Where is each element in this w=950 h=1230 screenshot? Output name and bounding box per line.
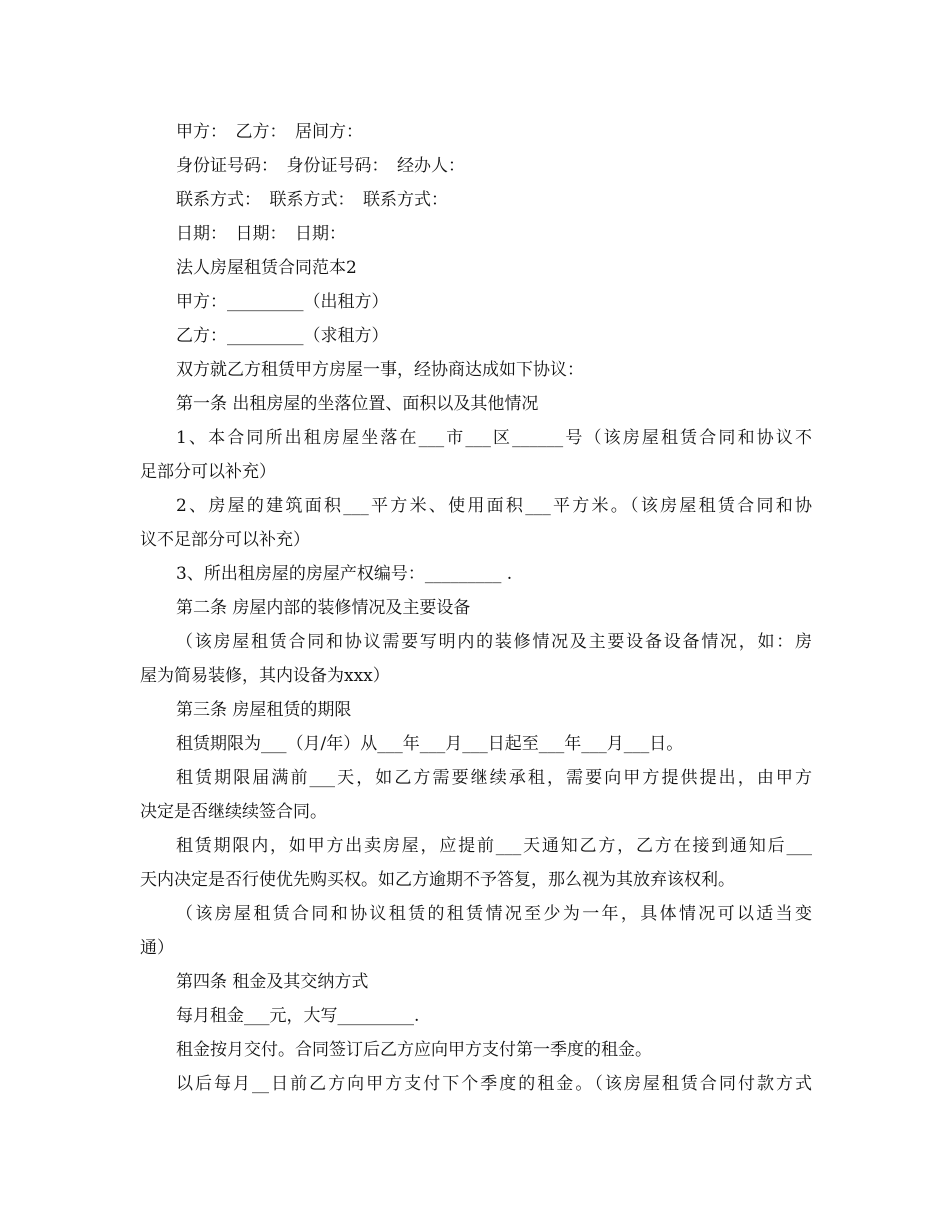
paragraph-line: 租金按月交付。合同签订后乙方应向甲方支付第一季度的租金。 <box>176 1040 652 1060</box>
paragraph-line: （该房屋租赁合同和协议租赁的租赁情况至少为一年，具体情况可以适当变 <box>176 904 812 924</box>
article-4-heading: 第四条 租金及其交纳方式 <box>176 972 369 992</box>
paragraph-line: 天内决定是否行使优先购买权。如乙方逾期不予答复，那么视为其放弃该权利。 <box>140 870 735 890</box>
paragraph-line: 2、房屋的建筑面积___平方米、使用面积___平方米。（该房屋租赁合同和协 <box>176 496 812 516</box>
document-body <box>140 115 812 1101</box>
paragraph-line: 租赁期限届满前___天，如乙方需要继续承租，需要向甲方提供提出，由甲方 <box>176 768 812 788</box>
paragraph-line: 通） <box>140 938 174 958</box>
paragraph-line: 以后每月__日前乙方向甲方支付下个季度的租金。（该房屋租赁合同付款方式 <box>176 1074 812 1094</box>
article-2-heading: 第二条 房屋内部的装修情况及主要设备 <box>176 598 471 618</box>
paragraph-line: 每月租金___元，大写_________. <box>176 1006 420 1026</box>
signature-parties-line: 甲方： 乙方： 居间方： <box>176 122 363 142</box>
paragraph-line: 议不足部分可以补充） <box>140 530 310 550</box>
paragraph-line: 租赁期限内，如甲方出卖房屋，应提前___天通知乙方，乙方在接到通知后___ <box>176 836 812 856</box>
party-b-line: 乙方：_________（求租方） <box>176 326 389 346</box>
contract-title: 法人房屋租赁合同范本2 <box>176 258 357 278</box>
paragraph-line: 足部分可以补充） <box>140 462 276 482</box>
signature-id-line: 身份证号码： 身份证号码： 经办人： <box>176 156 465 176</box>
party-a-line: 甲方：_________（出租方） <box>176 292 389 312</box>
signature-date-line: 日期： 日期： 日期： <box>176 224 346 244</box>
article-3-heading: 第三条 房屋租赁的期限 <box>176 700 352 720</box>
signature-contact-line: 联系方式： 联系方式： 联系方式： <box>176 190 448 210</box>
paragraph-line: 1、本合同所出租房屋坐落在___市___区______号（该房屋租赁合同和协议不 <box>176 428 812 448</box>
paragraph-line: 屋为简易装修，其内设备为xxx） <box>140 666 390 686</box>
article-1-heading: 第一条 出租房屋的坐落位置、面积以及其他情况 <box>176 394 539 414</box>
paragraph-line: （该房屋租赁合同和协议需要写明内的装修情况及主要设备设备情况，如：房 <box>176 632 812 652</box>
agreement-intro: 双方就乙方租赁甲方房屋一事，经协商达成如下协议： <box>176 360 584 380</box>
paragraph-line: 租赁期限为___（月/年）从___年___月___日起至___年___月___日。 <box>176 734 684 754</box>
paragraph-line: 决定是否继续续签合同。 <box>140 802 327 822</box>
paragraph-line: 3、所出租房屋的房屋产权编号：_________ . <box>176 564 513 584</box>
